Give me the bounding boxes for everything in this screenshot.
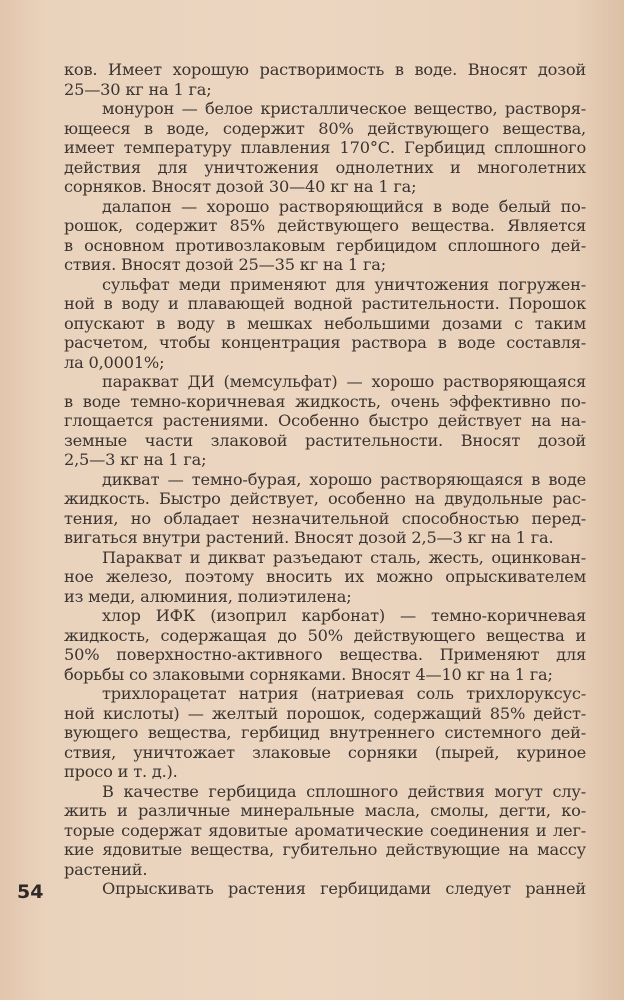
- paragraph: [64, 372, 586, 470]
- text-line: жидкость, содержащая до 50% действующего вещества и: [64, 625, 586, 645]
- text-line: далапон — хорошо растворяющийся в воде белый по-: [102, 196, 586, 216]
- paragraph: [64, 60, 586, 99]
- paragraph: [64, 275, 586, 373]
- text-line: действия для уничтожения однолетних и многолетних: [64, 157, 586, 177]
- text-line: вигаться внутри растений. Вносят дозой 2,5—3 кг на 1 га.: [64, 528, 554, 547]
- text-line: паракват ДИ (мемсульфат) — хорошо растворяющаяся: [102, 372, 586, 391]
- text-line: ла 0,0001%;: [64, 352, 165, 372]
- paragraph: [64, 197, 586, 275]
- paragraph: [64, 782, 586, 880]
- text-line: рошок, содержит 85% действующего вещества. Является: [64, 216, 586, 235]
- text-line: из меди, алюминия, полиэтилена;: [64, 586, 352, 606]
- paragraph: [64, 548, 586, 607]
- text-line: 25—30 кг на 1 га;: [64, 79, 212, 99]
- text-line: жить и различные минеральные масла, смолы, дегти, ко-: [64, 801, 586, 820]
- paragraph: [64, 684, 586, 782]
- paragraph: [64, 470, 586, 548]
- text-line: кие ядовитые вещества, губительно действующие на массу: [64, 840, 586, 859]
- text-line: ной в воду и плавающей водной растительности. Порошок: [64, 294, 586, 313]
- text-line: имеет температуру плавления 170°С. Гербицид сплошного: [64, 138, 586, 157]
- text-line: расчетом, чтобы концентрация раствора в воде составля-: [64, 333, 586, 352]
- paragraph: [64, 606, 586, 684]
- text-line: монурон — белое кристаллическое вещество, растворя-: [102, 99, 586, 118]
- text-line: 2,5—3 кг на 1 га;: [64, 450, 207, 469]
- text-line: просо и т. д.).: [64, 762, 178, 781]
- text-line: земные части злаковой растительности. Вносят дозой: [64, 430, 586, 450]
- text-line: ное железо, поэтому вносить их можно опрыскивателем: [64, 567, 586, 586]
- text-line: ствия, уничтожает злаковые сорняки (пырей, куриное: [64, 742, 586, 762]
- text-line: ствия. Вносят дозой 25—35 кг на 1 га;: [64, 255, 386, 274]
- text-line: дикват — темно-бурая, хорошо растворяющаяся в воде: [102, 469, 586, 489]
- text-line: Паракват и дикват разъедают сталь, жесть, оцинкован-: [102, 547, 586, 567]
- text-line: борьбы со злаковыми сорняками. Вносят 4—10 кг на 1 га;: [64, 664, 553, 684]
- text-line: тения, но обладает незначительной способностью перед-: [64, 508, 586, 528]
- text-line: ной кислоты) — желтый порошок, содержащий 85% дейст-: [64, 703, 586, 723]
- text-line: сорняков. Вносят дозой 30—40 кг на 1 га;: [64, 177, 417, 196]
- text-line: трихлорацетат натрия (натриевая соль трихлоруксус-: [102, 684, 586, 703]
- text-line: Опрыскивать растения гербицидами следует ранней: [102, 879, 586, 898]
- page-body-text: [64, 60, 586, 899]
- text-line: жидкость. Быстро действует, особенно на двудольные рас-: [64, 489, 586, 508]
- text-line: в воде темно-коричневая жидкость, очень эффективно по-: [64, 391, 586, 411]
- text-line: глощается растениями. Особенно быстро действует на на-: [64, 411, 586, 430]
- page-number: 54: [17, 881, 44, 903]
- paragraph: [64, 99, 586, 197]
- text-line: 50% поверхностно-активного вещества. Применяют для: [64, 645, 586, 664]
- text-line: вующего вещества, гербицид внутреннего системного дей-: [64, 723, 586, 742]
- text-line: торые содержат ядовитые ароматические соединения и лег-: [64, 820, 586, 840]
- text-line: в основном противозлаковым гербицидом сплошного дей-: [64, 235, 586, 255]
- text-line: растений.: [64, 859, 148, 879]
- text-line: ющееся в воде, содержит 80% действующего вещества,: [64, 118, 586, 138]
- text-line: В качестве гербицида сплошного действия могут слу-: [102, 781, 586, 801]
- text-line: хлор ИФК (изоприл карбонат) — темно-коричневая: [102, 606, 586, 625]
- text-line: ков. Имеет хорошую растворимость в воде. Вносят дозой: [64, 60, 586, 79]
- text-line: опускают в воду в мешках небольшими дозами с таким: [64, 313, 586, 333]
- paragraph: [64, 879, 586, 899]
- text-line: сульфат меди применяют для уничтожения погружен-: [102, 274, 586, 294]
